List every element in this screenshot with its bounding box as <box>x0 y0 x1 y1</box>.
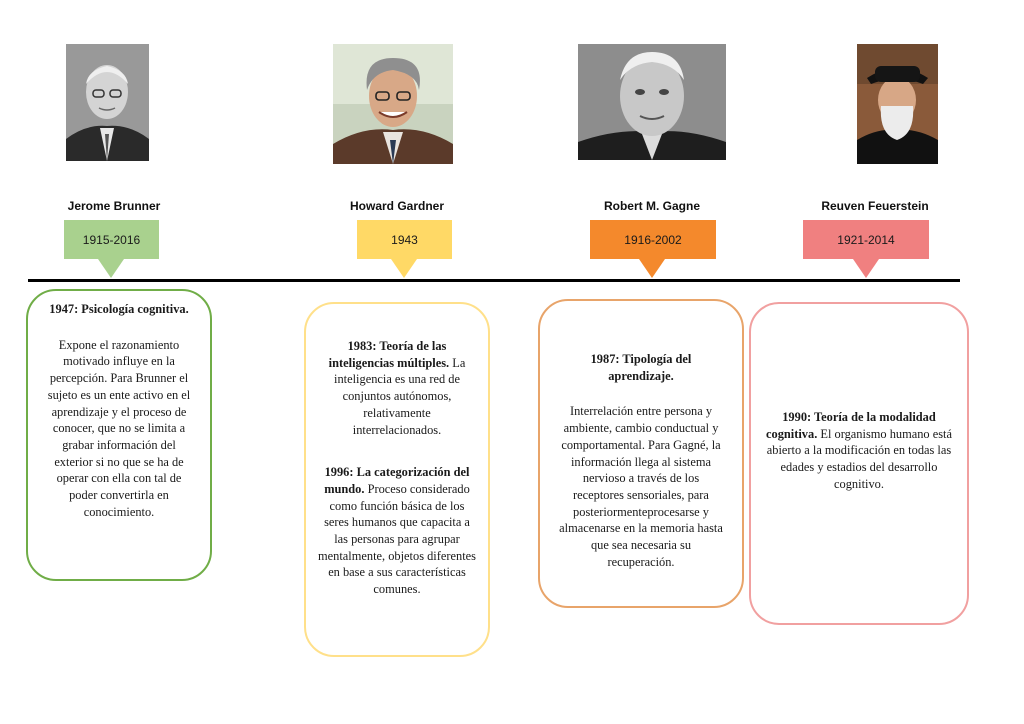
pointer-arrow-icon <box>98 259 124 278</box>
pointer-arrow-icon <box>391 259 417 278</box>
card-text: Expone el razonamiento motivado influye en la percepción. Para Brunner el sujeto es un ente activo en el aprendizaje y el proceso de conocer, que no se limita a grabar información del exterior si no que se ha de operar con ella con tal de poder convertirla en conocimiento. <box>47 337 191 519</box>
timeline-axis <box>28 279 960 282</box>
info-card-brunner <box>26 289 212 581</box>
info-card-gagne <box>538 299 744 608</box>
card-title: 1987: Tipología del aprendizaje. <box>590 352 692 383</box>
card-title: 1947: Psicología cognitiva. <box>49 302 189 316</box>
card-text: El organismo humano está abierto a la modificación en todas las edades y estadios del desarrollo cognitivo. <box>766 426 952 491</box>
card-text: La inteligencia es una red de conjuntos autónomos, relativamente interrelacionados. <box>334 355 466 437</box>
card-text: Proceso considerado como función básica de los seres humanos que capacita a las personas para agrupar mentalmente, objetos diferentes en base a sus características comunes. <box>318 481 476 597</box>
years-badge: 1916-2002 <box>590 220 716 259</box>
card-block <box>763 409 955 493</box>
card-title: 1990: Teoría de la modalidad cognitiva. <box>766 410 936 441</box>
person-name: Howard Gardner <box>349 199 445 213</box>
card-text: Interrelación entre persona y ambiente, cambio conductual y comportamental. Para Gagné, la información llega al sistema nervioso a través de los receptores sensoriales, para posteriormenteprocesarse y almacenarse en la memoria hasta que sea necesaria su recuperación. <box>559 404 723 569</box>
gardner-portrait-icon <box>333 44 453 164</box>
person-name: Robert M. Gagne <box>603 199 700 213</box>
brunner-portrait-icon <box>66 44 149 161</box>
feuerstein-portrait-icon <box>857 44 938 164</box>
card-block <box>318 464 476 598</box>
person-name: Jerome Brunner <box>67 199 161 213</box>
info-card-gardner <box>304 302 490 657</box>
card-block <box>318 338 476 438</box>
person-name: Reuven Feuerstein <box>821 199 929 213</box>
pointer-arrow-icon <box>639 259 665 278</box>
gagne-portrait-icon <box>578 44 726 160</box>
card-title: 1996: La categorización del mundo. <box>324 465 470 496</box>
years-badge: 1943 <box>357 220 452 259</box>
years-badge: 1921-2014 <box>803 220 929 259</box>
card-title: 1983: Teoría de las inteligencias múltiples. <box>328 339 450 370</box>
info-card-feuerstein <box>749 302 969 625</box>
pointer-arrow-icon <box>853 259 879 278</box>
years-badge: 1915-2016 <box>64 220 159 259</box>
